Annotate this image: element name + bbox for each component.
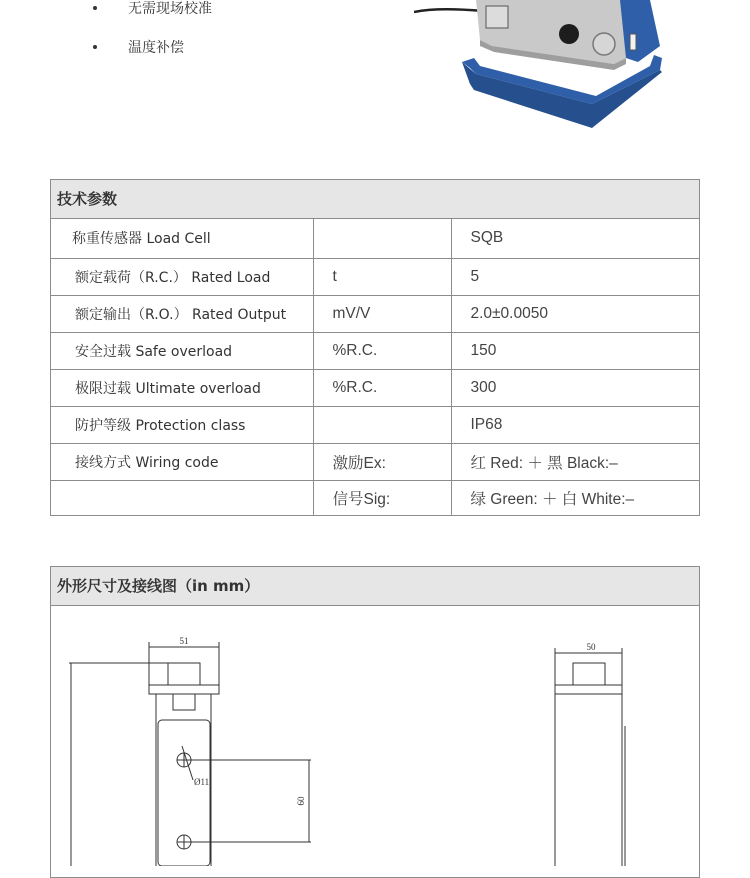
param-value: SQB	[451, 219, 699, 258]
param-unit: 激励Ex:	[313, 443, 451, 480]
feature-text: 温度补偿	[128, 40, 184, 56]
side-cap	[555, 685, 622, 694]
param-unit: t	[313, 258, 451, 295]
table-row	[51, 295, 699, 332]
param-name: 接线方式 Wiring code	[51, 443, 313, 480]
bracket-side	[620, 0, 660, 62]
table-row	[51, 480, 699, 515]
feature-text: 无需现场校准	[128, 1, 212, 17]
table-row	[51, 369, 699, 406]
param-unit: %R.C.	[313, 332, 451, 369]
label-plate	[486, 6, 508, 28]
bullet-icon	[93, 45, 97, 49]
param-name: 称重传感器 Load Cell	[72, 231, 211, 248]
dimensions-title: 外形尺寸及接线图（in mm）	[51, 567, 699, 606]
bracket-slot	[630, 34, 636, 50]
param-name: 极限过载 Ultimate overload	[51, 369, 313, 406]
param-unit: mV/V	[313, 295, 451, 332]
param-value: IP68	[451, 406, 699, 443]
side-width-label: 50	[586, 642, 596, 652]
table-row	[51, 443, 699, 480]
front-width-label: 51	[179, 636, 189, 646]
param-value: 2.0±0.0050	[451, 295, 699, 332]
specs-table	[51, 219, 699, 515]
bullet-icon	[93, 6, 97, 10]
socket	[559, 24, 579, 44]
front-top-block	[168, 663, 200, 685]
front-cap	[149, 685, 219, 694]
dimension-drawing	[51, 606, 699, 866]
param-value: 300	[451, 369, 699, 406]
table-row	[51, 258, 699, 295]
param-unit	[313, 406, 451, 443]
param-name: 额定载荷（R.C.） Rated Load	[51, 258, 313, 295]
table-row	[51, 332, 699, 369]
side-top-block	[573, 663, 605, 685]
param-name: 防护等级 Protection class	[51, 406, 313, 443]
param-value: 150	[451, 332, 699, 369]
param-value: 红 Red: ＋ 黑 Black:–	[451, 443, 699, 480]
bolt-head	[593, 33, 615, 55]
table-row	[51, 219, 699, 258]
table-row	[51, 406, 699, 443]
dimensions-section	[50, 566, 700, 878]
param-name: 额定输出（R.O.） Rated Output	[51, 295, 313, 332]
param-unit: %R.C.	[313, 369, 451, 406]
param-value: 5	[451, 258, 699, 295]
front-height-label: 60	[296, 796, 306, 806]
front-neck	[173, 694, 195, 710]
param-name: 安全过载 Safe overload	[51, 332, 313, 369]
param-unit	[313, 219, 451, 258]
product-photo	[414, 0, 674, 135]
specs-section	[50, 179, 700, 516]
param-value: 绿 Green: ＋ 白 White:–	[451, 480, 699, 515]
hole-diameter-label: Ø11	[194, 777, 210, 787]
specs-title: 技术参数	[51, 180, 699, 219]
cable	[414, 9, 484, 12]
param-name	[51, 480, 313, 515]
param-unit: 信号Sig:	[313, 480, 451, 515]
